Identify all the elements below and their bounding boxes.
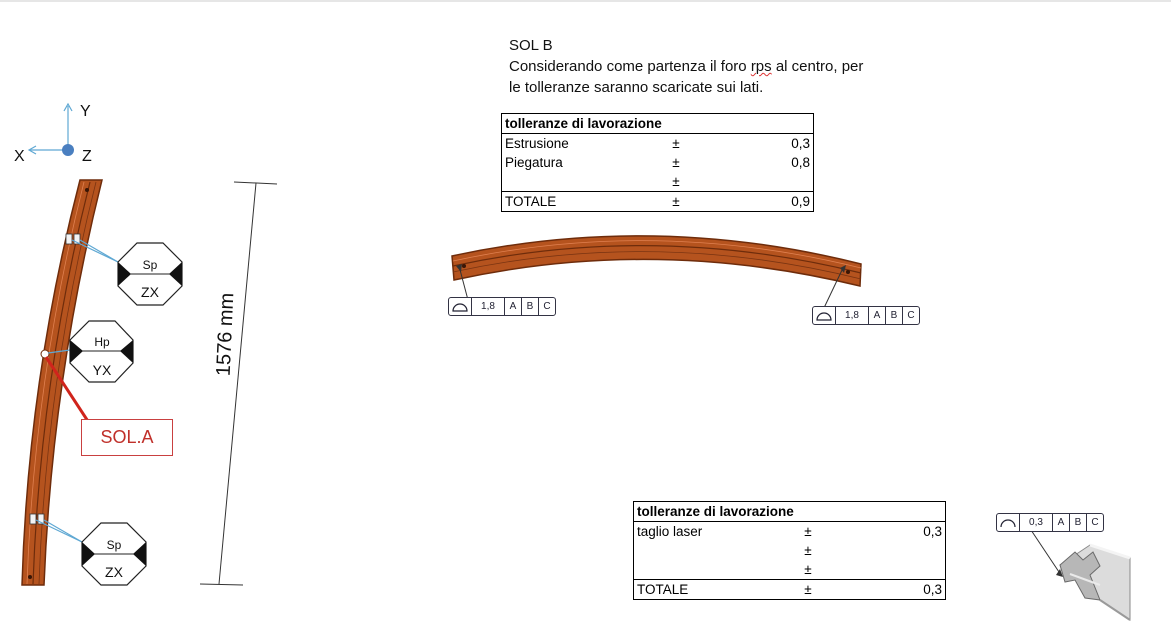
table-total-row xyxy=(634,580,946,600)
table-cell-value: 0,8 xyxy=(791,155,810,170)
datum-target-3 xyxy=(82,523,146,585)
sol-b-rps-word: rps xyxy=(750,58,772,75)
surface-profile-icon xyxy=(813,307,835,324)
table-row xyxy=(634,541,946,560)
sol-b-notes xyxy=(509,35,929,98)
sol-b-line-2: le tolleranze saranno scaricate sui lati. xyxy=(509,79,764,96)
table-cell-name xyxy=(502,172,659,192)
tolerance-table-1 xyxy=(501,113,814,212)
fcf-right xyxy=(812,306,920,325)
fcf-right-datum-c: C xyxy=(902,307,919,324)
datum-target-1 xyxy=(118,243,182,305)
table-cell-value: 0,3 xyxy=(791,136,810,151)
fcf-left-value: 1,8 xyxy=(471,298,504,315)
z-axis-label: Z xyxy=(82,148,92,165)
sol-a-label: SOL.A xyxy=(100,427,154,447)
fcf-profile xyxy=(996,513,1104,532)
table-row xyxy=(502,153,814,172)
datum-1-bottom: ZX xyxy=(141,284,159,300)
fcf-left-datum-b: B xyxy=(521,298,538,315)
table-cell-pm: ± xyxy=(804,524,812,539)
profile-leader xyxy=(1031,530,1059,572)
table-2-header: tolleranze di lavorazione xyxy=(634,502,946,522)
table-cell-pm: ± xyxy=(672,136,680,151)
table-cell-name: Piegatura xyxy=(505,155,563,170)
fcf-profile-datum-a: A xyxy=(1052,514,1069,531)
table-cell-value xyxy=(694,172,814,192)
fcf-right-value: 1,8 xyxy=(835,307,868,324)
length-dimension-label: 1576 mm xyxy=(212,292,239,377)
axis-triad xyxy=(14,103,92,165)
fcf-profile-datum-b: B xyxy=(1069,514,1086,531)
fcf-profile-datum-c: C xyxy=(1086,514,1103,531)
fcf-profile-value: 0,3 xyxy=(1019,514,1052,531)
table-cell-pm: ± xyxy=(672,174,680,189)
table-cell-value xyxy=(826,560,946,580)
tolerance-table-2 xyxy=(633,501,946,600)
sol-b-line-1-end: al centro, per xyxy=(771,58,864,75)
fcf-left xyxy=(448,297,556,316)
y-axis-label: Y xyxy=(80,103,91,120)
sol-b-title: SOL B xyxy=(509,37,553,54)
table-row xyxy=(634,560,946,580)
table-row xyxy=(502,172,814,192)
table-total-name: TOTALE xyxy=(502,192,659,212)
table-cell-pm: ± xyxy=(672,155,680,170)
datum-target-2 xyxy=(70,321,133,382)
table-cell-name xyxy=(634,560,791,580)
datum-2-top: Hp xyxy=(94,335,110,349)
table-row xyxy=(634,522,946,542)
sol-a-label-box xyxy=(81,419,173,456)
table-total-name: TOTALE xyxy=(634,580,791,600)
table-cell-value xyxy=(826,541,946,560)
fcf-right-datum-a: A xyxy=(868,307,885,324)
table-total-value: 0,9 xyxy=(694,192,814,212)
datum-1-top: Sp xyxy=(142,258,158,272)
table-cell-name: Estrusione xyxy=(505,136,569,151)
datum-3-top: Sp xyxy=(106,538,122,552)
table-1-header: tolleranze di lavorazione xyxy=(502,114,814,134)
sol-b-line-1 xyxy=(509,56,929,77)
table-total-pm: ± xyxy=(790,580,826,600)
table-total-row xyxy=(502,192,814,212)
table-cell-pm: ± xyxy=(804,562,812,577)
fcf-left-datum-c: C xyxy=(538,298,555,315)
fcf-left-datum-a: A xyxy=(504,298,521,315)
table-cell-name xyxy=(634,541,791,560)
table-cell-name: taglio laser xyxy=(637,524,703,539)
table-cell-value: 0,3 xyxy=(923,524,942,539)
datum-3-bottom: ZX xyxy=(105,564,123,580)
profile-section-3d xyxy=(1060,545,1130,620)
table-total-value: 0,3 xyxy=(826,580,946,600)
x-axis-label: X xyxy=(14,148,25,165)
table-row xyxy=(502,134,814,154)
z-axis-dot xyxy=(62,144,74,156)
surface-profile-icon xyxy=(449,298,471,315)
table-total-pm: ± xyxy=(658,192,694,212)
datum-2-bottom: YX xyxy=(92,362,112,378)
sol-b-line-1-start: Considerando come partenza il foro xyxy=(509,58,751,75)
line-profile-icon xyxy=(997,514,1019,531)
fcf-right-datum-b: B xyxy=(885,307,902,324)
table-cell-pm: ± xyxy=(804,543,812,558)
